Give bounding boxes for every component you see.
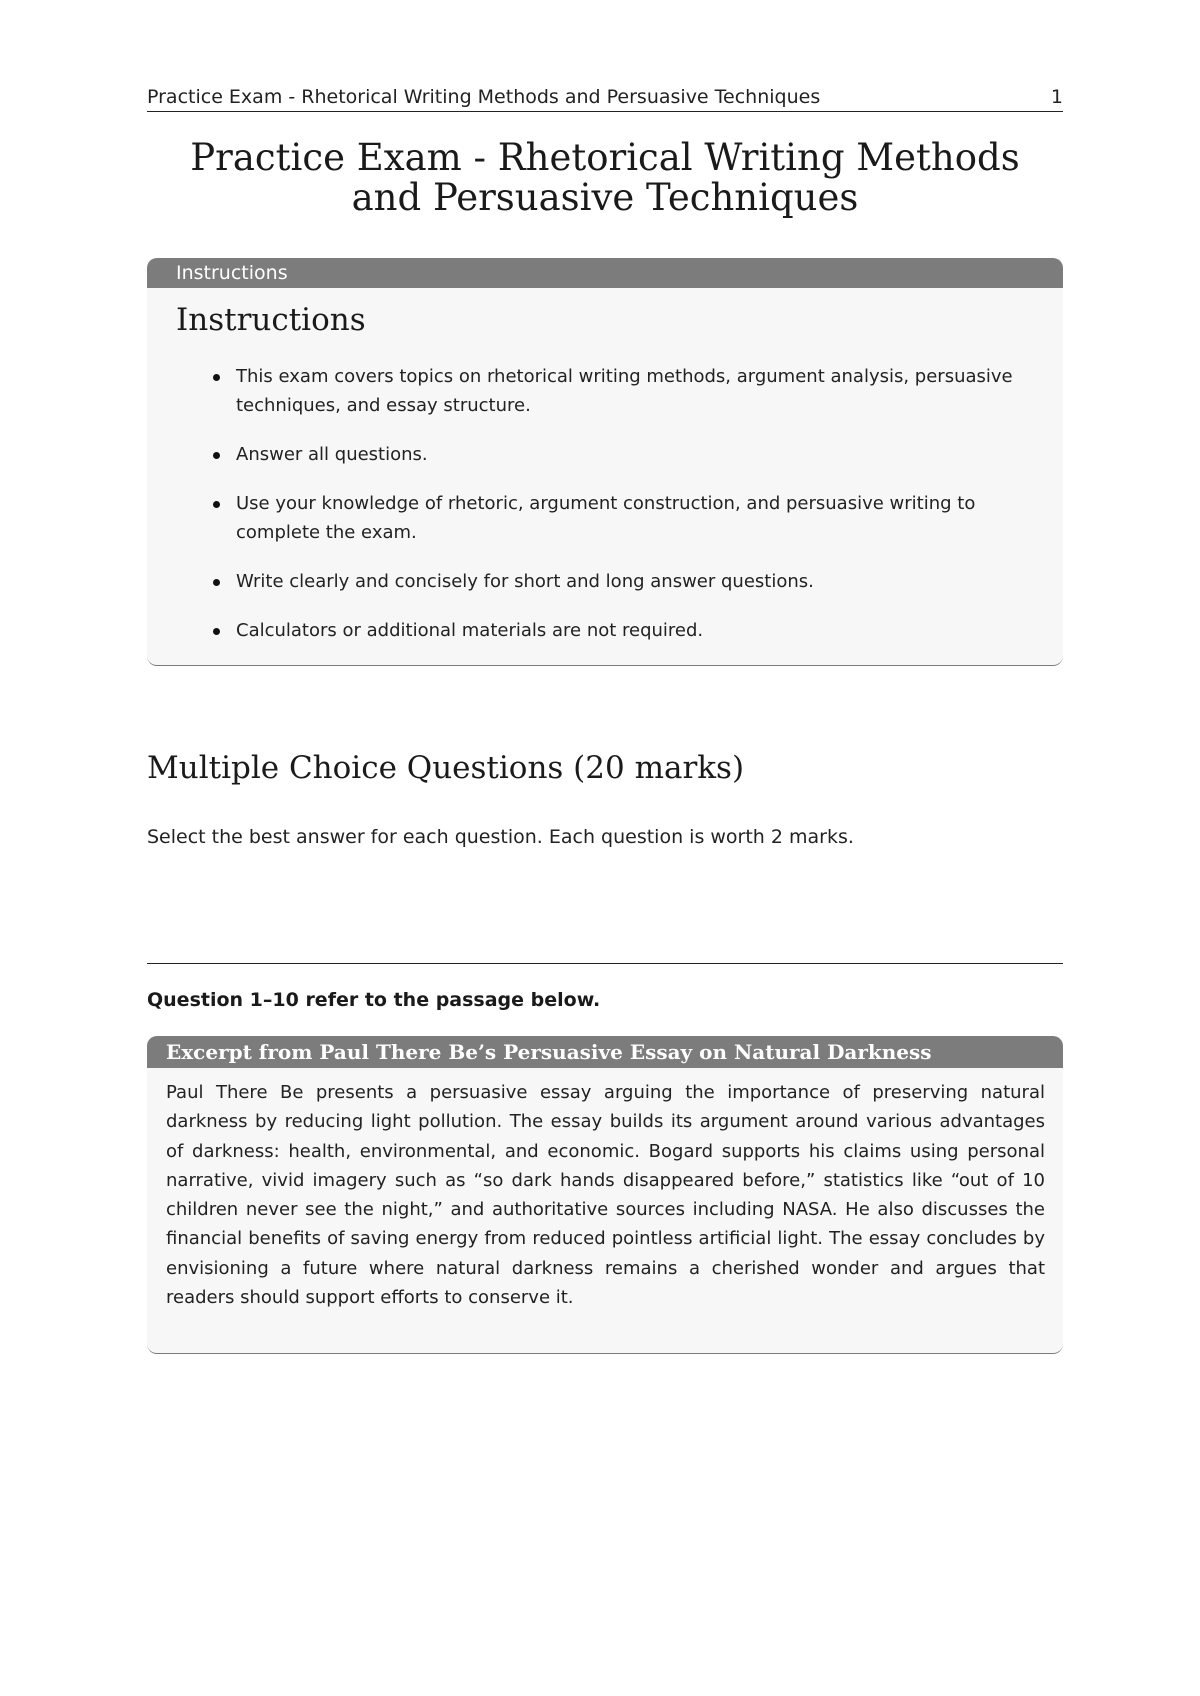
running-title: Practice Exam - Rhetorical Writing Methods and Persuasive Techniques	[147, 86, 821, 108]
instructions-heading: Instructions	[176, 302, 366, 338]
running-header	[147, 84, 1063, 112]
passage-box-title: Excerpt from Paul There Be’s Persuasive Essay on Natural Darkness	[147, 1036, 1063, 1068]
instruction-item: Answer all questions.	[236, 440, 1033, 469]
passage-box	[147, 1036, 1063, 1354]
instruction-item: Write clearly and concisely for short and long answer questions.	[236, 567, 1033, 596]
instructions-box-label: Instructions	[147, 258, 1063, 288]
page-number: 1	[1050, 86, 1063, 108]
mcq-section-heading: Multiple Choice Questions (20 marks)	[147, 750, 745, 786]
document-title-line-2: and Persuasive Techniques	[351, 176, 859, 219]
instruction-item: Calculators or additional materials are not required.	[236, 616, 1033, 645]
section-divider	[147, 963, 1063, 964]
instruction-item: Use your knowledge of rhetoric, argument construction, and persuasive writing to complete the exam.	[236, 489, 1033, 547]
passage-lead: Question 1–10 refer to the passage below.	[147, 989, 601, 1011]
mcq-section-intro: Select the best answer for each question. Each question is worth 2 marks.	[147, 826, 854, 848]
document-title	[147, 138, 1063, 218]
document-title-line-1: Practice Exam - Rhetorical Writing Methods	[190, 136, 1020, 179]
passage-text: Paul There Be presents a persuasive essay arguing the importance of preserving natural darkness by reducing light pollution. The essay builds its argument around various advantages of darkness: health, environmental, and economic. Bogard supports his claims using personal narrative, vivid imagery such as “so dark hands disappeared before,” statistics like “out of 10 children never see the night,” and authoritative sources including NASA. He also discusses the financial benefits of saving energy from reduced pointless artificial light. The essay concludes by envisioning a future where natural darkness remains a cherished wonder and argues that readers should support efforts to conserve it.	[166, 1082, 1045, 1309]
instructions-box	[147, 258, 1063, 666]
instructions-list	[147, 362, 1063, 645]
instruction-item: This exam covers topics on rhetorical writing methods, argument analysis, persuasive techniques, and essay structure.	[236, 362, 1033, 420]
